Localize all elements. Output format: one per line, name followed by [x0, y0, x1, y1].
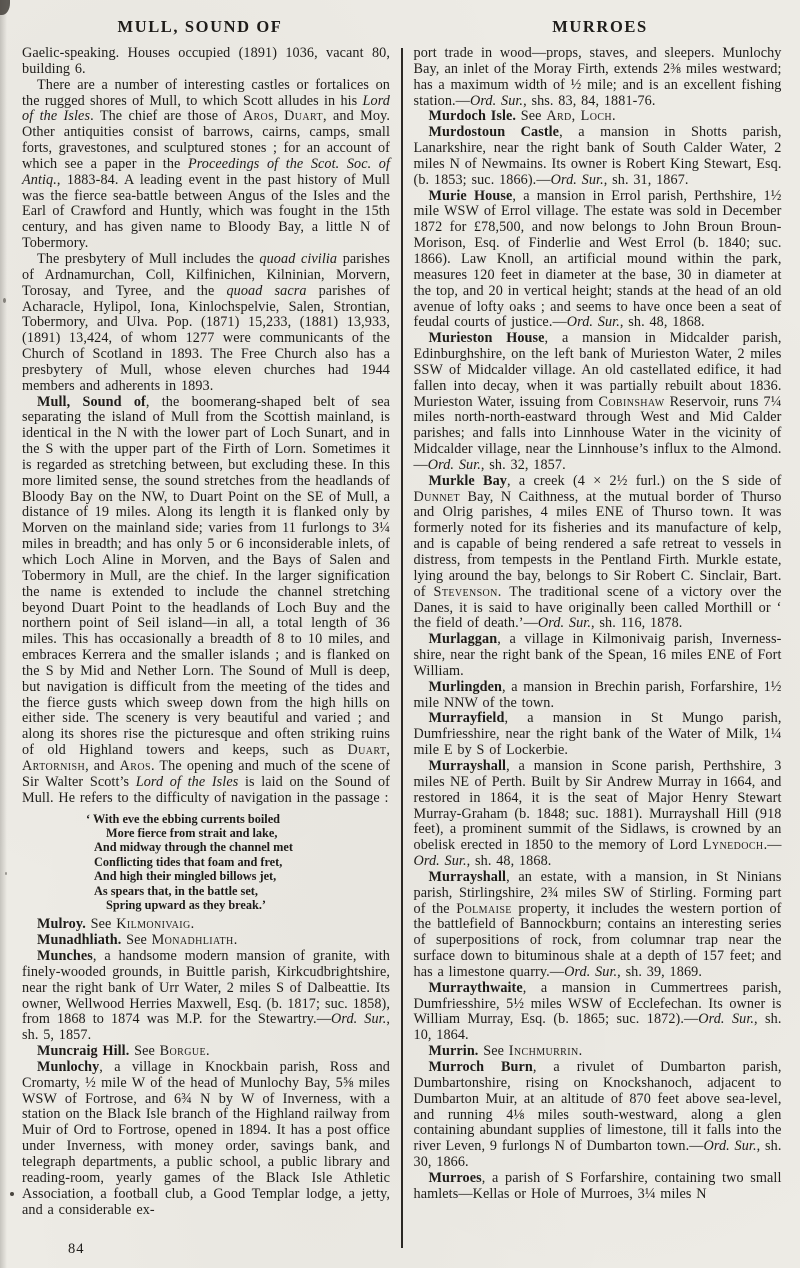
entry-name: Murrin.: [428, 1043, 479, 1060]
body-text: , a mansion in Brechin parish, Forfarshire, 1½ mile NNW of the town.: [413, 678, 782, 711]
entry-paragraph: [414, 632, 782, 680]
body-text: , a mansion in St Mungo parish, Dumfriesshire, near the right bank of the Water of Milk, 1¼ mile E by S of Lockerbie.: [413, 710, 782, 759]
verse-line: And midway through the channel met: [94, 840, 293, 855]
entry-name: Murdoch Isle.: [428, 108, 517, 125]
cross-reference: Ard, Loch: [546, 108, 613, 125]
body-text: , a mansion in Scone parish, Perthshire, 3 miles NE of Perth. Built by Sir Andrew Murray in 1664, and restored in 1864, it is the seat of Major Henry Stewart Murray-Graham (b. 1848; suc. 1881). Murrayshall Hill (918 feet), a prominent summit of the Sidlaws, is crowned by an obelisk erected in 1850 to the memory of Lord: [413, 757, 782, 854]
body-text: There are a number of interesting castles or fortalices on the rugged shores of Mull, to which Scott alludes in his: [22, 76, 390, 109]
cross-reference: Dunnet: [413, 488, 461, 505]
cross-reference: Lynedoch: [702, 837, 764, 854]
entry-name: Murie House: [428, 187, 513, 204]
entry-name: Muncraig Hill.: [37, 1043, 130, 1060]
body-text: . The traditional scene of a victory over the Danes, it is said to have originally been called Morthill or ‘ the field of death.’—: [413, 583, 782, 632]
italic-text: Ord. Sur.: [427, 456, 481, 473]
body-text: , and: [85, 757, 120, 774]
body-text: , the boomerang-shaped belt of sea separating the island of Mull from the Scottish mainland, is identical in the N with the lower part of Loch Sunart, and in the S with the upper part of the Firth of Lorn. Sometimes it is regarded as stretching between, but excluding these. In this more limited sense, the sound stretches from the headlands of Bloody Bay on the NW, to Duart Point on the SE of Mull, a distance of 19 miles. Along its length it is flanked only by Morven on the mainland side; varies from 11 furlongs to 3¼ miles in breadth; and has only 5 or 6 inconsiderable inlets, of which Loch Aline in Morven, and the Bays of Salen and Tobermory in Mull, are the chief. In the larger signification the name is extended to include the channel stretching beyond Duart Point to the headlands of Loch Buy and the northern point of Seil island—in all, a total length of 36 miles. This has occasionally a breadth of 8 to 10 miles, and embraces Kerrera and the smaller islands ; and is flanked on the S by Mid and Nether Lorn. The Sound of Mull is deep, but navigation is difficult from the meeting of the tides and the fierce gusts which sweep down from the high hills on either side. The scenery is very beautiful and varied ; and along its shores rise the picturesque and often striking ruins of old Highland towers and keeps, such as: [22, 393, 390, 759]
entry-paragraph: [22, 949, 390, 1044]
italic-text: Ord. Sur.: [413, 853, 467, 870]
body-text: . The chief are those of: [90, 108, 243, 125]
cross-reference: Aros: [242, 108, 275, 125]
body-text: , a parish of S Forfarshire, containing two small hamlets—Kellas or Hole of Murroes, 3¼ miles N: [413, 1169, 782, 1202]
body-text: Bay, N Caithness, at the mutual border of Thurso and Olrig parishes, 4 miles ENE of Thurso town. It was formerly noted for its fisheries and its manufacture of kelp, and is capable of being rendered a safe retreat to vessels in distress, from tempests in the Pentland Firth. Murkle estate, lying around the bay, belongs to Sir Robert C. Sinclair, Bart. of: [413, 488, 782, 600]
entry-name: Murrayshall: [428, 868, 507, 885]
running-heads: [0, 0, 800, 37]
body-text: , sh. 39, 1869.: [617, 963, 702, 980]
body-text: See: [121, 932, 152, 949]
entry-name: Murieston House: [428, 330, 545, 347]
verse-quotation: [86, 812, 390, 913]
entry-name: Mull, Sound of: [37, 393, 146, 410]
entry-paragraph: [22, 1060, 390, 1218]
entry-name: Murdostoun Castle: [428, 124, 560, 141]
column-left: [22, 46, 390, 1248]
body-text: is laid on the Sound of Mull. He refers to the difficulty of navigation in the passage :: [22, 773, 391, 806]
italic-text: Ord. Sur.: [550, 171, 604, 188]
column-divider-rule: [401, 48, 403, 1248]
scan-speck: [5, 872, 7, 875]
cross-reference: Stevenson: [433, 583, 498, 600]
body-text: .: [190, 916, 195, 933]
entry-paragraph: [22, 1044, 390, 1060]
entry-name: Munlochy: [37, 1058, 100, 1075]
entry-name: Murrayfield: [428, 710, 505, 727]
cross-reference: Monadhliath: [151, 932, 234, 949]
body-text: , a mansion in Midcalder parish, Edinburghshire, on the left bank of Murieston Water, 2 miles SSW of Midcalder village. An old castellated edifice, it had fallen into decay, when it was partially rebuilt about 1836. Murieston Water, issuing from: [413, 330, 782, 410]
entry-name: Murroch Burn: [428, 1059, 533, 1075]
column-right: [414, 46, 782, 1248]
body-text: ,: [274, 108, 285, 125]
verse-line: As spears that, in the battle set,: [94, 883, 258, 898]
body-text: ,: [386, 742, 390, 759]
verse-line: And high their mingled billows jet,: [94, 869, 277, 884]
body-text: See: [129, 1043, 160, 1060]
body-text: , sh. 32, 1857.: [480, 456, 566, 473]
entry-paragraph: [414, 1060, 782, 1171]
body-text: , sh. 48, 1868.: [466, 853, 552, 870]
italic-text: Ord. Sur.: [703, 1138, 757, 1155]
italic-text: Ord. Sur.: [537, 615, 591, 632]
body-text: , a village in Knockbain parish, Ross and Cromarty, ½ mile W of the head of Munlochy Bay, 5⅝ miles WSW of Fortrose, and 6¾ N by W of Inverness, with a station on the Black Isle branch of the Highland railway from Muir of Ord to Fortrose, opened in 1894. It has a post office under Inverness, with money order, savings bank, and telegraph departments, a public school, a public library and reading-room, yearly games of the Black Isle Athletic Association, a football club, a Good Templar lodge, a jetty, and a considerable ex-: [22, 1058, 390, 1218]
body-text: , a handsome modern mansion of granite, with finely-wooded grounds, in Buittle parish, Kirkcudbrightshire, near the right bank of Urr Water, 2 miles S of Dalbeattie. Its owner, Wellwood Herries Maxwell, Esq. (b. 1817; suc. 1858), from 1868 to 1874 was M.P. for the Stewartry.—: [22, 948, 390, 1028]
italic-text: Lord of the Isles: [135, 773, 239, 790]
body-text: .—: [763, 837, 782, 854]
body-text: property, it includes the western portion of the battlefield of Bannockburn; contains an interesting series of superpositions of rock, from columnar trap near the surface down to bituminous shale at a depth of 157 feet; and has a limestone quarry.—: [413, 900, 782, 980]
body-text: , a mansion in Errol parish, Perthshire, 1½ mile WSW of Errol village. The estate was sold in December 1872 for £78,500, and now belongs to John Broun Broun-Morison, Esq. of Finderlie and West Errol (b. 1840; suc. 1866). Law Knoll, an artificial mound within the park, measures 120 feet in diameter at the base, 30 in diameter at the top, and 20 in vertical height; stands at the head of an old avenue of lofty oaks ; and seems to have once been a seat of feudal courts of justice.—: [413, 187, 782, 331]
italic-text: Ord. Sur.: [698, 1011, 755, 1028]
body-text: , an estate, with a mansion, in St Ninians parish, Stirlingshire, 2¾ miles SW of Stirling. Forming part of the: [413, 868, 782, 917]
body-text: , a mansion in Cummertrees parish, Dumfriesshire, 5½ miles WSW of Ecclefechan. Its owner is William Murray, Esq. (b. 1865; suc. 1872).—: [413, 979, 782, 1028]
italic-text: Ord. Sur.: [469, 92, 524, 109]
verse-line: Conflicting tides that foam and fret,: [94, 854, 283, 869]
running-head-right: MURROES: [552, 17, 648, 36]
cross-reference: Polmaise: [456, 900, 512, 917]
italic-text: quoad civilia: [259, 250, 338, 267]
entry-paragraph: [414, 474, 782, 632]
body-text: .: [612, 108, 616, 125]
body-text: , sh. 31, 1867.: [603, 171, 689, 188]
body-text: .: [233, 932, 238, 949]
italic-text: Ord. Sur.: [331, 1011, 387, 1028]
body-text: See: [516, 108, 547, 125]
cross-reference: Kilmonivaig: [116, 916, 191, 933]
body-text: Gaelic-speaking. Houses occupied (1891) 1036, vacant 80, building 6.: [22, 45, 390, 77]
entry-paragraph: [22, 78, 390, 252]
body-text: . The opening and much of the scene of Sir Walter Scott’s: [22, 757, 390, 790]
cross-reference: Duart: [284, 108, 324, 125]
body-text: , sh. 30, 1866.: [413, 1138, 782, 1171]
entry-paragraph: [22, 252, 390, 395]
cross-reference: Artornish: [22, 757, 86, 774]
entry-name: Mulroy.: [37, 916, 86, 933]
entry-paragraph: [22, 917, 390, 933]
body-text: , sh. 116, 1878.: [590, 615, 683, 632]
entry-paragraph: [414, 109, 782, 125]
body-text: , and Moy. Other antiquities consist of barrows, cairns, camps, small forts, gravestones, and sculptured stones ; for an account of which see a paper in the: [22, 108, 390, 172]
body-text: , sh. 5, 1857.: [22, 1011, 391, 1044]
cross-reference: Duart: [347, 742, 387, 759]
entry-name: Murlingden: [428, 678, 503, 695]
body-text: , a rivulet of Dumbarton parish, Dumbartonshire, rising on Knockshanoch, adjacent to Dumbarton Muir, at an altitude of 870 feet above sea-level, and running 4⅛ miles south-westward, along a glen containing abundant supplies of limestone, till it falls into the river Leven, 9 furlongs N of Dumbarton town.—: [413, 1059, 782, 1155]
body-text: parishes of Acharacle, Hylipol, Iona, Kinlochspelvie, Salen, Strontian, Tobermory, and Ulva. Pop. (1871) 15,233, (1881) 13,933, (1891) 13,424, of whom 1277 were communicants of the Church of Scotland in 1893. The Free Church also has a presbytery of Mull, whose eleven churches had 1944 members and adherents in 1893.: [22, 282, 390, 394]
italic-text: Ord. Sur.: [566, 314, 620, 331]
italic-text: Ord. Sur.: [564, 963, 618, 980]
entry-paragraph: [414, 759, 782, 870]
body-text: .: [578, 1043, 583, 1060]
entry-paragraph: [414, 331, 782, 474]
body-text: parishes of Ardnamurchan, Coll, Kilfinichen, Kilninian, Morvern, Torosay, and Tyree, and the: [22, 250, 390, 299]
entry-paragraph: [414, 870, 782, 981]
entry-name: Murrayshall: [428, 757, 507, 774]
body-text: Reservoir, runs 7¼ miles north-north-eastward through West and Mid Calder parishes; and falls into Linnhouse Water in the vicinity of Midcalder village, near the Linnhouse’s influx to the Almond.—: [413, 393, 782, 473]
body-text: See: [85, 916, 117, 933]
italic-text: Proceedings of the Scot. Soc. of Antiq.: [22, 155, 390, 188]
italic-text: Lord of the Isles: [22, 92, 390, 125]
entry-paragraph: [414, 680, 782, 712]
body-text: , 1883-84. A leading event in the past history of Mull was the fierce sea-battle between Angus of the Isles and the Earl of Crawford and Huntly, which was fought in the 15th century, and has given name to Bloody Bay, a little N of Tobermory.: [22, 171, 390, 252]
cross-reference: Cobinshaw: [598, 393, 665, 410]
entry-name: Murlaggan: [428, 631, 498, 648]
entry-paragraph: [22, 46, 390, 78]
verse-line: ‘ With eve the ebbing currents boiled: [86, 811, 281, 826]
running-head-left: MULL, SOUND OF: [117, 17, 283, 36]
page-number: 84: [68, 1241, 85, 1257]
body-text: The presbytery of Mull includes the: [37, 250, 260, 267]
body-text: , shs. 83, 84, 1881-76.: [523, 92, 656, 109]
text-columns: [0, 46, 800, 1248]
scan-speck: [3, 298, 6, 303]
entry-name: Murkle Bay: [428, 472, 507, 489]
entry-paragraph: [22, 933, 390, 949]
entry-paragraph: [414, 189, 782, 332]
body-text: , sh. 10, 1864.: [413, 1011, 782, 1044]
body-text: .: [205, 1043, 210, 1060]
entry-paragraph: [414, 46, 782, 109]
cross-reference: Aros: [119, 757, 151, 774]
cross-reference: Inchmurrin: [508, 1043, 579, 1060]
scan-speck: [10, 1192, 14, 1196]
entry-paragraph: [414, 981, 782, 1044]
entry-paragraph: [414, 1044, 782, 1060]
italic-text: quoad sacra: [226, 282, 307, 299]
body-text: , a creek (4 × 2½ furl.) on the S side of: [507, 472, 782, 489]
entry-name: Murroes: [428, 1169, 482, 1186]
entry-name: Murraythwaite: [428, 979, 523, 996]
entry-paragraph: [414, 125, 782, 188]
entry-name: Munches: [37, 948, 93, 965]
entry-paragraph: [414, 711, 782, 759]
verse-line: Spring upward as they break.’: [106, 897, 267, 912]
scan-edge-shadow: [0, 0, 7, 1268]
body-text: See: [478, 1043, 509, 1060]
entry-paragraph: [414, 1171, 782, 1203]
body-text: , sh. 48, 1868.: [619, 314, 705, 331]
entry-paragraph: [22, 395, 390, 807]
body-text: , a village in Kilmonivaig parish, Inverness-shire, near the right bank of the Spean, 16 miles ENE of Fort William.: [413, 631, 782, 679]
body-text: , a mansion in Shotts parish, Lanarkshire, near the right bank of South Calder Water, 2 miles N of Newmains. Its owner is Robert King Stewart, Esq. (b. 1853; suc. 1866).—: [413, 124, 782, 188]
cross-reference: Borgue: [159, 1043, 206, 1060]
verse-line: More fierce from strait and lake,: [106, 825, 278, 840]
entry-name: Munadhliath.: [37, 932, 122, 949]
body-text: port trade in wood—props, staves, and sleepers. Munlochy Bay, an inlet of the Moray Firth, extends 2⅜ miles westward; has a maximum width of ½ mile; and is an excellent fishing station.—: [413, 45, 782, 109]
